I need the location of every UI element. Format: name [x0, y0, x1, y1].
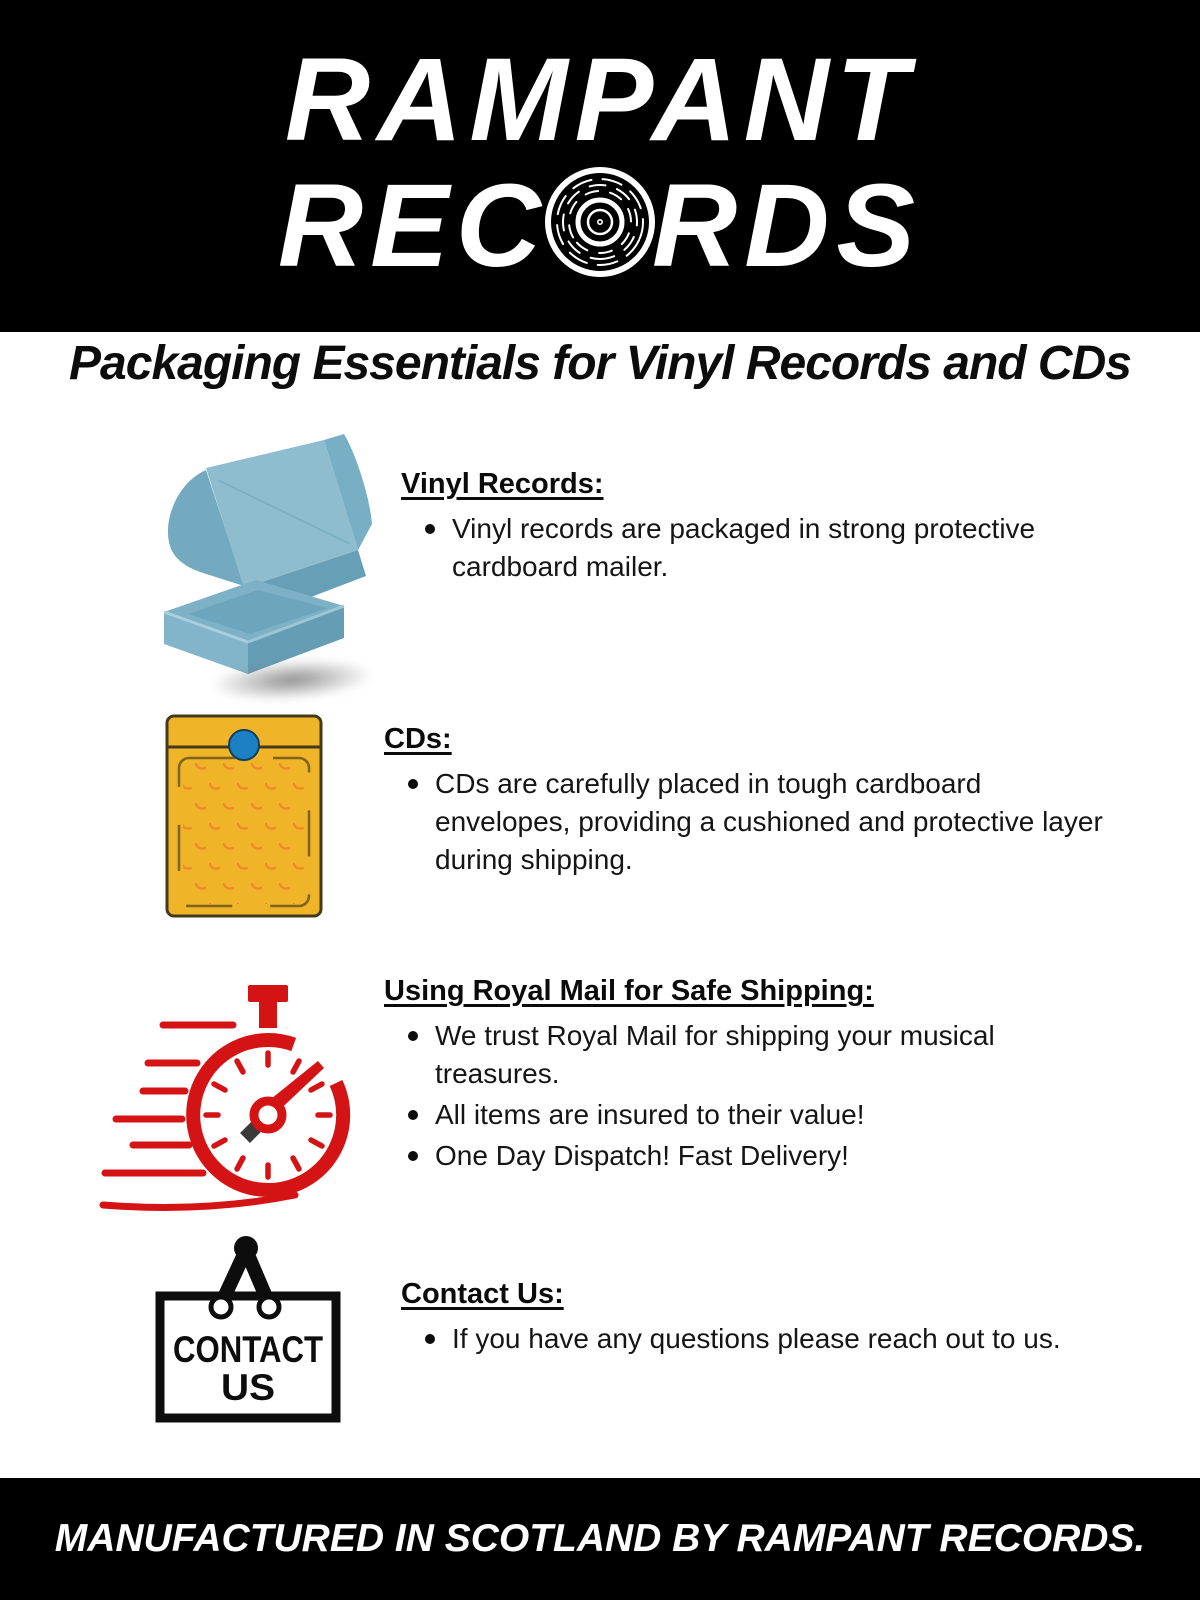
bullet-dot-icon	[408, 779, 418, 789]
vinyl-record-icon	[544, 166, 656, 298]
footer-text: MANUFACTURED IN SCOTLAND BY RAMPANT RECORDS.	[54, 1517, 1146, 1560]
bullet-dot-icon	[408, 1031, 418, 1041]
bullet-text: CDs are carefully placed in tough cardboard envelopes, providing a cushioned and protective layer during shipping.	[435, 768, 1103, 875]
bullet-dot-icon	[408, 1110, 418, 1120]
section-heading: Contact Us:	[401, 1278, 564, 1310]
bullet-list	[384, 1017, 1108, 1175]
blue-mailer-box-icon	[118, 428, 384, 683]
contact-sign-line1: CONTACT	[173, 1329, 324, 1370]
section-vinyl-records	[401, 468, 1121, 586]
bullet-dot-icon	[425, 524, 435, 534]
contact-sign-line2: US	[221, 1367, 275, 1408]
bullet-text: Vinyl records are packaged in strong protective cardboard mailer.	[452, 513, 1036, 582]
bullet-text: If you have any questions please reach out to us.	[452, 1323, 1061, 1354]
logo-line-2	[278, 160, 922, 292]
section-contact-us	[401, 1278, 1121, 1358]
page-title: Packaging Essentials for Vinyl Records and CDs	[69, 337, 1131, 390]
contact-us-sign-icon	[150, 1228, 345, 1428]
bullet-text: One Day Dispatch! Fast Delivery!	[435, 1140, 849, 1171]
bullet-list	[384, 765, 1108, 879]
yellow-padded-envelope-icon	[165, 714, 323, 927]
red-stopwatch-icon	[85, 975, 375, 1225]
list-item	[425, 510, 1125, 586]
bullet-text: All items are insured to their value!	[435, 1099, 865, 1130]
section-heading: CDs:	[384, 723, 452, 755]
section-heading: Vinyl Records:	[401, 468, 604, 500]
bullet-list	[401, 510, 1125, 586]
list-item	[408, 1017, 1108, 1093]
bullet-list	[401, 1320, 1125, 1358]
logo-text-rampant: RAMPANT	[284, 33, 916, 166]
list-item	[408, 765, 1108, 879]
section-royal-mail	[384, 975, 1104, 1175]
bullet-dot-icon	[425, 1334, 435, 1344]
list-item	[408, 1096, 1108, 1134]
logo-text-rds: RDS	[652, 160, 923, 292]
section-cds	[384, 723, 1104, 879]
section-heading: Using Royal Mail for Safe Shipping:	[384, 975, 874, 1007]
bullet-dot-icon	[408, 1151, 418, 1161]
logo-text-rec: REC	[277, 160, 548, 292]
list-item	[425, 1320, 1125, 1358]
header-banner	[0, 0, 1200, 332]
footer-banner	[0, 1478, 1200, 1600]
logo-line-1	[284, 33, 916, 166]
bullet-text: We trust Royal Mail for shipping your musical treasures.	[435, 1020, 995, 1089]
list-item	[408, 1137, 1108, 1175]
